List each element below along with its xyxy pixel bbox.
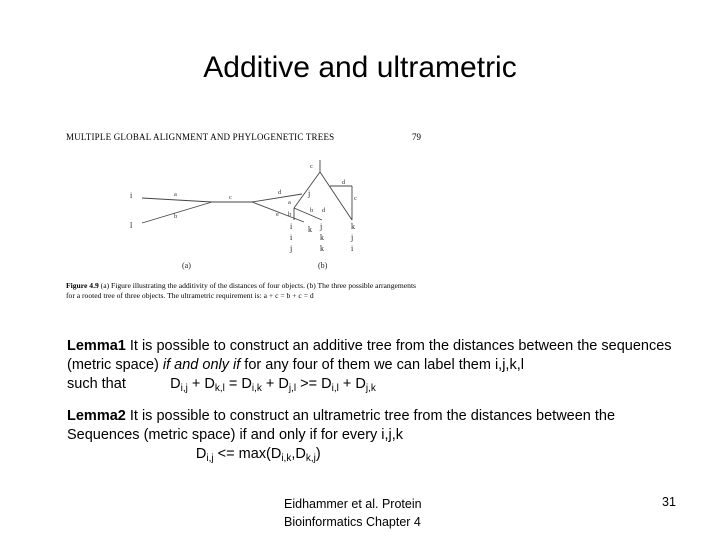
figure-header: MULTIPLE GLOBAL ALIGNMENT AND PHYLOGENETIC TREES: [66, 132, 335, 142]
figure-caption: [66, 281, 426, 300]
tree-b-edge-1: [294, 172, 320, 208]
lemma1-label: Lemma1: [67, 338, 126, 354]
lemma2-paragraph: [67, 407, 687, 464]
tree-b-col1-row2: i: [290, 233, 293, 242]
figure-page-number: 79: [412, 132, 421, 142]
tree-b-node-2: d: [342, 179, 346, 186]
tree-b-node-1: c: [310, 163, 313, 170]
tree-b-node-4: b: [310, 207, 314, 214]
tree-a: [142, 194, 304, 223]
tree-b-col2-row3: k: [320, 244, 324, 253]
tree-b-edge-4: [294, 208, 322, 220]
tree-a-leaf-4: k: [308, 225, 312, 234]
lemma1-emphasis: if and only if: [162, 357, 241, 373]
lemma1-formula: $D_{i,j} + D_{k,l} = D_{i,k} + D_{j,l} >= D_{i,l} + D_{j,k}$: [170, 376, 376, 394]
tree-a-edge-label-3: c: [229, 194, 232, 201]
tree-a-edge-label-5: e: [276, 211, 279, 218]
figure-caption-equation: a + c = b + c = d: [263, 290, 314, 300]
tree-b-col3-row2: j: [351, 233, 354, 242]
tree-b-caption-label: (b): [318, 261, 328, 270]
lemma1-text-2: for any four of them we can label them i,j,k,l: [240, 357, 524, 373]
tree-diagrams: [62, 128, 428, 278]
tree-b-col3-row1: k: [351, 222, 355, 231]
tree-a-edge-right-up: [252, 194, 302, 202]
slide-page-number: 31: [662, 495, 676, 509]
lemma1-such-that: such that: [67, 376, 126, 392]
tree-b-node-7: c: [354, 195, 357, 202]
tree-a-edge-label-4: d: [278, 189, 282, 196]
tree-b-col1-row3: j: [290, 244, 293, 253]
lemma2-label: Lemma2: [67, 408, 126, 424]
footer-citation-line1: Eidhammer et al. Protein: [284, 497, 422, 511]
footer-citation: [284, 495, 422, 531]
footer-citation-line2: Bioinformatics Chapter 4: [284, 515, 421, 529]
lemma2-formula: $D_{i,j} <= \max(D_{i,k},D_{k,j})$: [195, 446, 321, 464]
tree-b-node-5: b: [288, 211, 292, 218]
tree-b-col3-row3: i: [351, 244, 354, 253]
figure-caption-text: (a) Figure illustrating the additivity of the distances of four objects. (b) The three possible arrangements for a rooted tree of three objects. The ultrametric requirement is:: [66, 281, 417, 300]
tree-b-col1-row1: i: [290, 222, 293, 231]
tree-a-edge-left-up: [142, 198, 212, 202]
figure-image: [62, 128, 428, 318]
lemma1-paragraph: [67, 337, 687, 394]
tree-b-node-6: d: [322, 207, 326, 214]
tree-a-leaf-1: i: [130, 191, 133, 200]
tree-b-node-3: a: [288, 199, 291, 206]
lemma2-text: It is possible to construct an ultrametric tree from the distances between the Sequences (metric space) if and only if for every i,j,k: [67, 408, 616, 443]
lemma1-text-1: It is possible to construct an additive tree from the distances between the sequences (metric space): [67, 338, 672, 373]
tree-a-caption-label: (a): [182, 261, 191, 270]
tree-a-edge-label-2: b: [174, 213, 178, 220]
tree-a-leaf-2: j: [308, 189, 311, 198]
slide-title: Additive and ultrametric: [203, 51, 517, 84]
figure-caption-lead: Figure 4.9: [66, 281, 99, 290]
tree-b-col2-row2: k: [320, 233, 324, 242]
tree-b-col2-row1: j: [320, 222, 323, 231]
tree-a-edge-label-1: a: [174, 191, 177, 198]
tree-a-leaf-3: l: [130, 221, 133, 230]
